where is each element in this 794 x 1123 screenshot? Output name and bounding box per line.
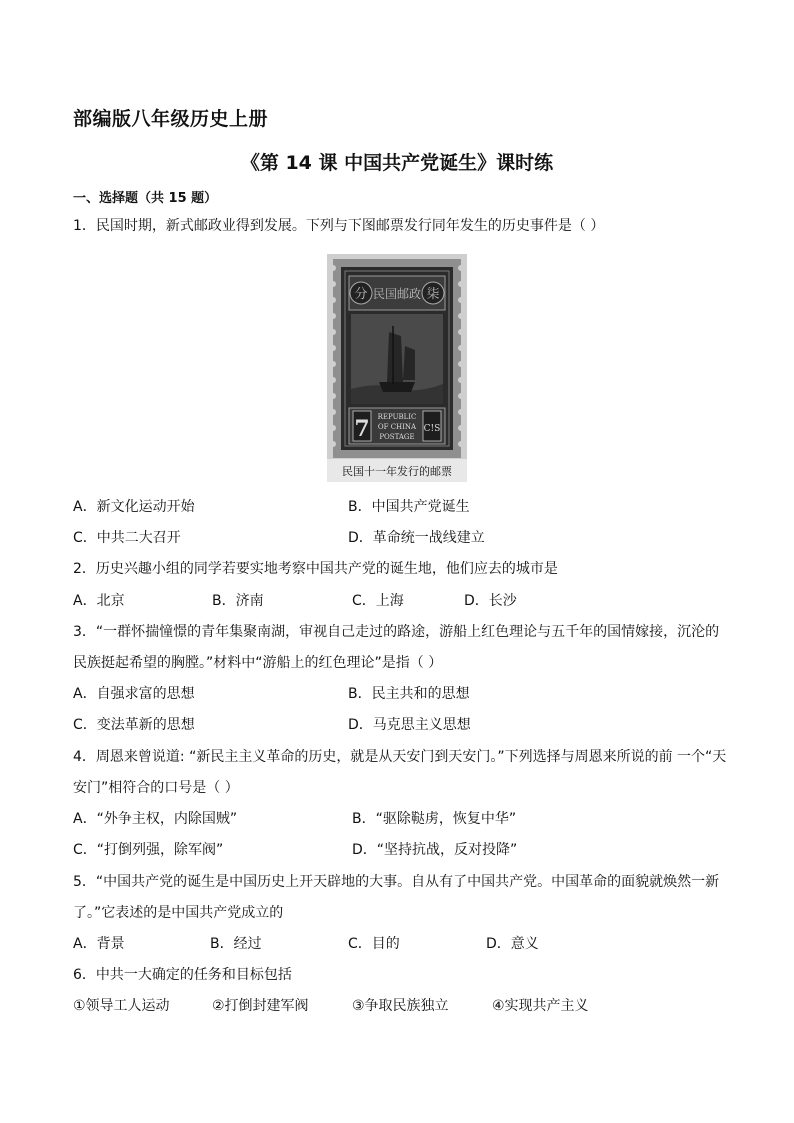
q3-option-d: D．马克思主义思想: [348, 717, 471, 733]
question-6-text: 6．中共一大确定的任务和目标包括: [73, 967, 292, 983]
q1-option-d: D．革命统一战线建立: [348, 530, 485, 546]
stamp-line-2: OF CHINA: [377, 423, 417, 431]
stamp-right-glyph: 柒: [426, 287, 440, 302]
q1-option-c: C．中共二大召开: [73, 530, 181, 546]
stamp-value: 7: [354, 416, 370, 442]
stamp-caption: 民国十一年发行的邮票: [342, 465, 452, 478]
q1-option-b: B．中国共产党诞生: [348, 499, 470, 515]
question-3-text-line-1: 3．“一群怀揣憧憬的青年集聚南湖，审视自己走过的路途，游船上红色理论与五千年的国情嫁接，沉沦的: [73, 624, 720, 640]
q5-option-a: A．背景: [73, 936, 125, 952]
q6-item-3: ③争取民族独立: [352, 998, 449, 1014]
q6-item-4: ④实现共产主义: [492, 998, 589, 1014]
question-1-text: 1．民国时期，新式邮政业得到发展。下列与下图邮票发行同年发生的历史事件是（ ）: [73, 218, 605, 234]
q4-option-c: C．“打倒列强，除军阀”: [73, 842, 224, 858]
course-subtitle: 部编版八年级历史上册: [73, 108, 269, 130]
question-4-text-line-1: 4．周恩来曾说道: “新民主主义革命的历史，就是从天安门到天安门。”下列选择与周恩来所说的前 一个“天: [73, 749, 727, 765]
q2-option-a: A．北京: [73, 593, 125, 609]
q6-item-2: ②打倒封建军阀: [212, 998, 309, 1014]
q2-option-c: C．上海: [352, 593, 404, 609]
stamp-image: [327, 254, 467, 482]
q6-item-1: ①领导工人运动: [73, 998, 170, 1014]
q1-option-a: A．新文化运动开始: [73, 499, 195, 515]
question-5-text-line-2: 了。”它表述的是中国共产党成立的: [73, 905, 284, 921]
stamp-line-1: REPUBLIC: [377, 413, 417, 421]
q4-option-d: D．“坚持抗战，反对投降”: [352, 842, 518, 858]
stamp-left-glyph: 分: [354, 287, 368, 302]
q2-option-b: B．济南: [212, 593, 264, 609]
q3-option-a: A．自强求富的思想: [73, 686, 195, 702]
q5-option-b: B．经过: [210, 936, 262, 952]
page-title: 《第 14 课 中国共产党诞生》课时练: [240, 152, 554, 174]
stamp-figure: [327, 254, 467, 482]
q2-option-d: D．长沙: [464, 593, 517, 609]
question-3-text-line-2: 民族挺起希望的胸膛。”材料中“游船上的红色理论”是指（ ）: [73, 655, 443, 671]
q4-option-b: B．“驱除鞑虏，恢复中华”: [352, 811, 517, 827]
section-heading: 一、选择题（共 15 题）: [73, 191, 218, 206]
stamp-line-3: POSTAGE: [379, 433, 415, 441]
q3-option-b: B．民主共和的思想: [348, 686, 470, 702]
q4-option-a: A．“外争主权，内除国贼”: [73, 811, 238, 827]
question-5-text-line-1: 5．“中国共产党的诞生是中国历史上开天辟地的大事。自从有了中国共产党。中国革命的面貌就焕然一新: [73, 874, 720, 890]
q5-option-c: C．目的: [348, 936, 400, 952]
question-2-text: 2．历史兴趣小组的同学若要实地考察中国共产党的诞生地，他们应去的城市是: [73, 561, 558, 577]
question-4-text-line-2: 安门”相符合的口号是（ ）: [73, 780, 239, 796]
stamp-top-glyphs: 民国邮政: [372, 287, 422, 301]
stamp-value-right: C!S: [423, 424, 441, 434]
q3-option-c: C．变法革新的思想: [73, 717, 195, 733]
q5-option-d: D．意义: [486, 936, 539, 952]
